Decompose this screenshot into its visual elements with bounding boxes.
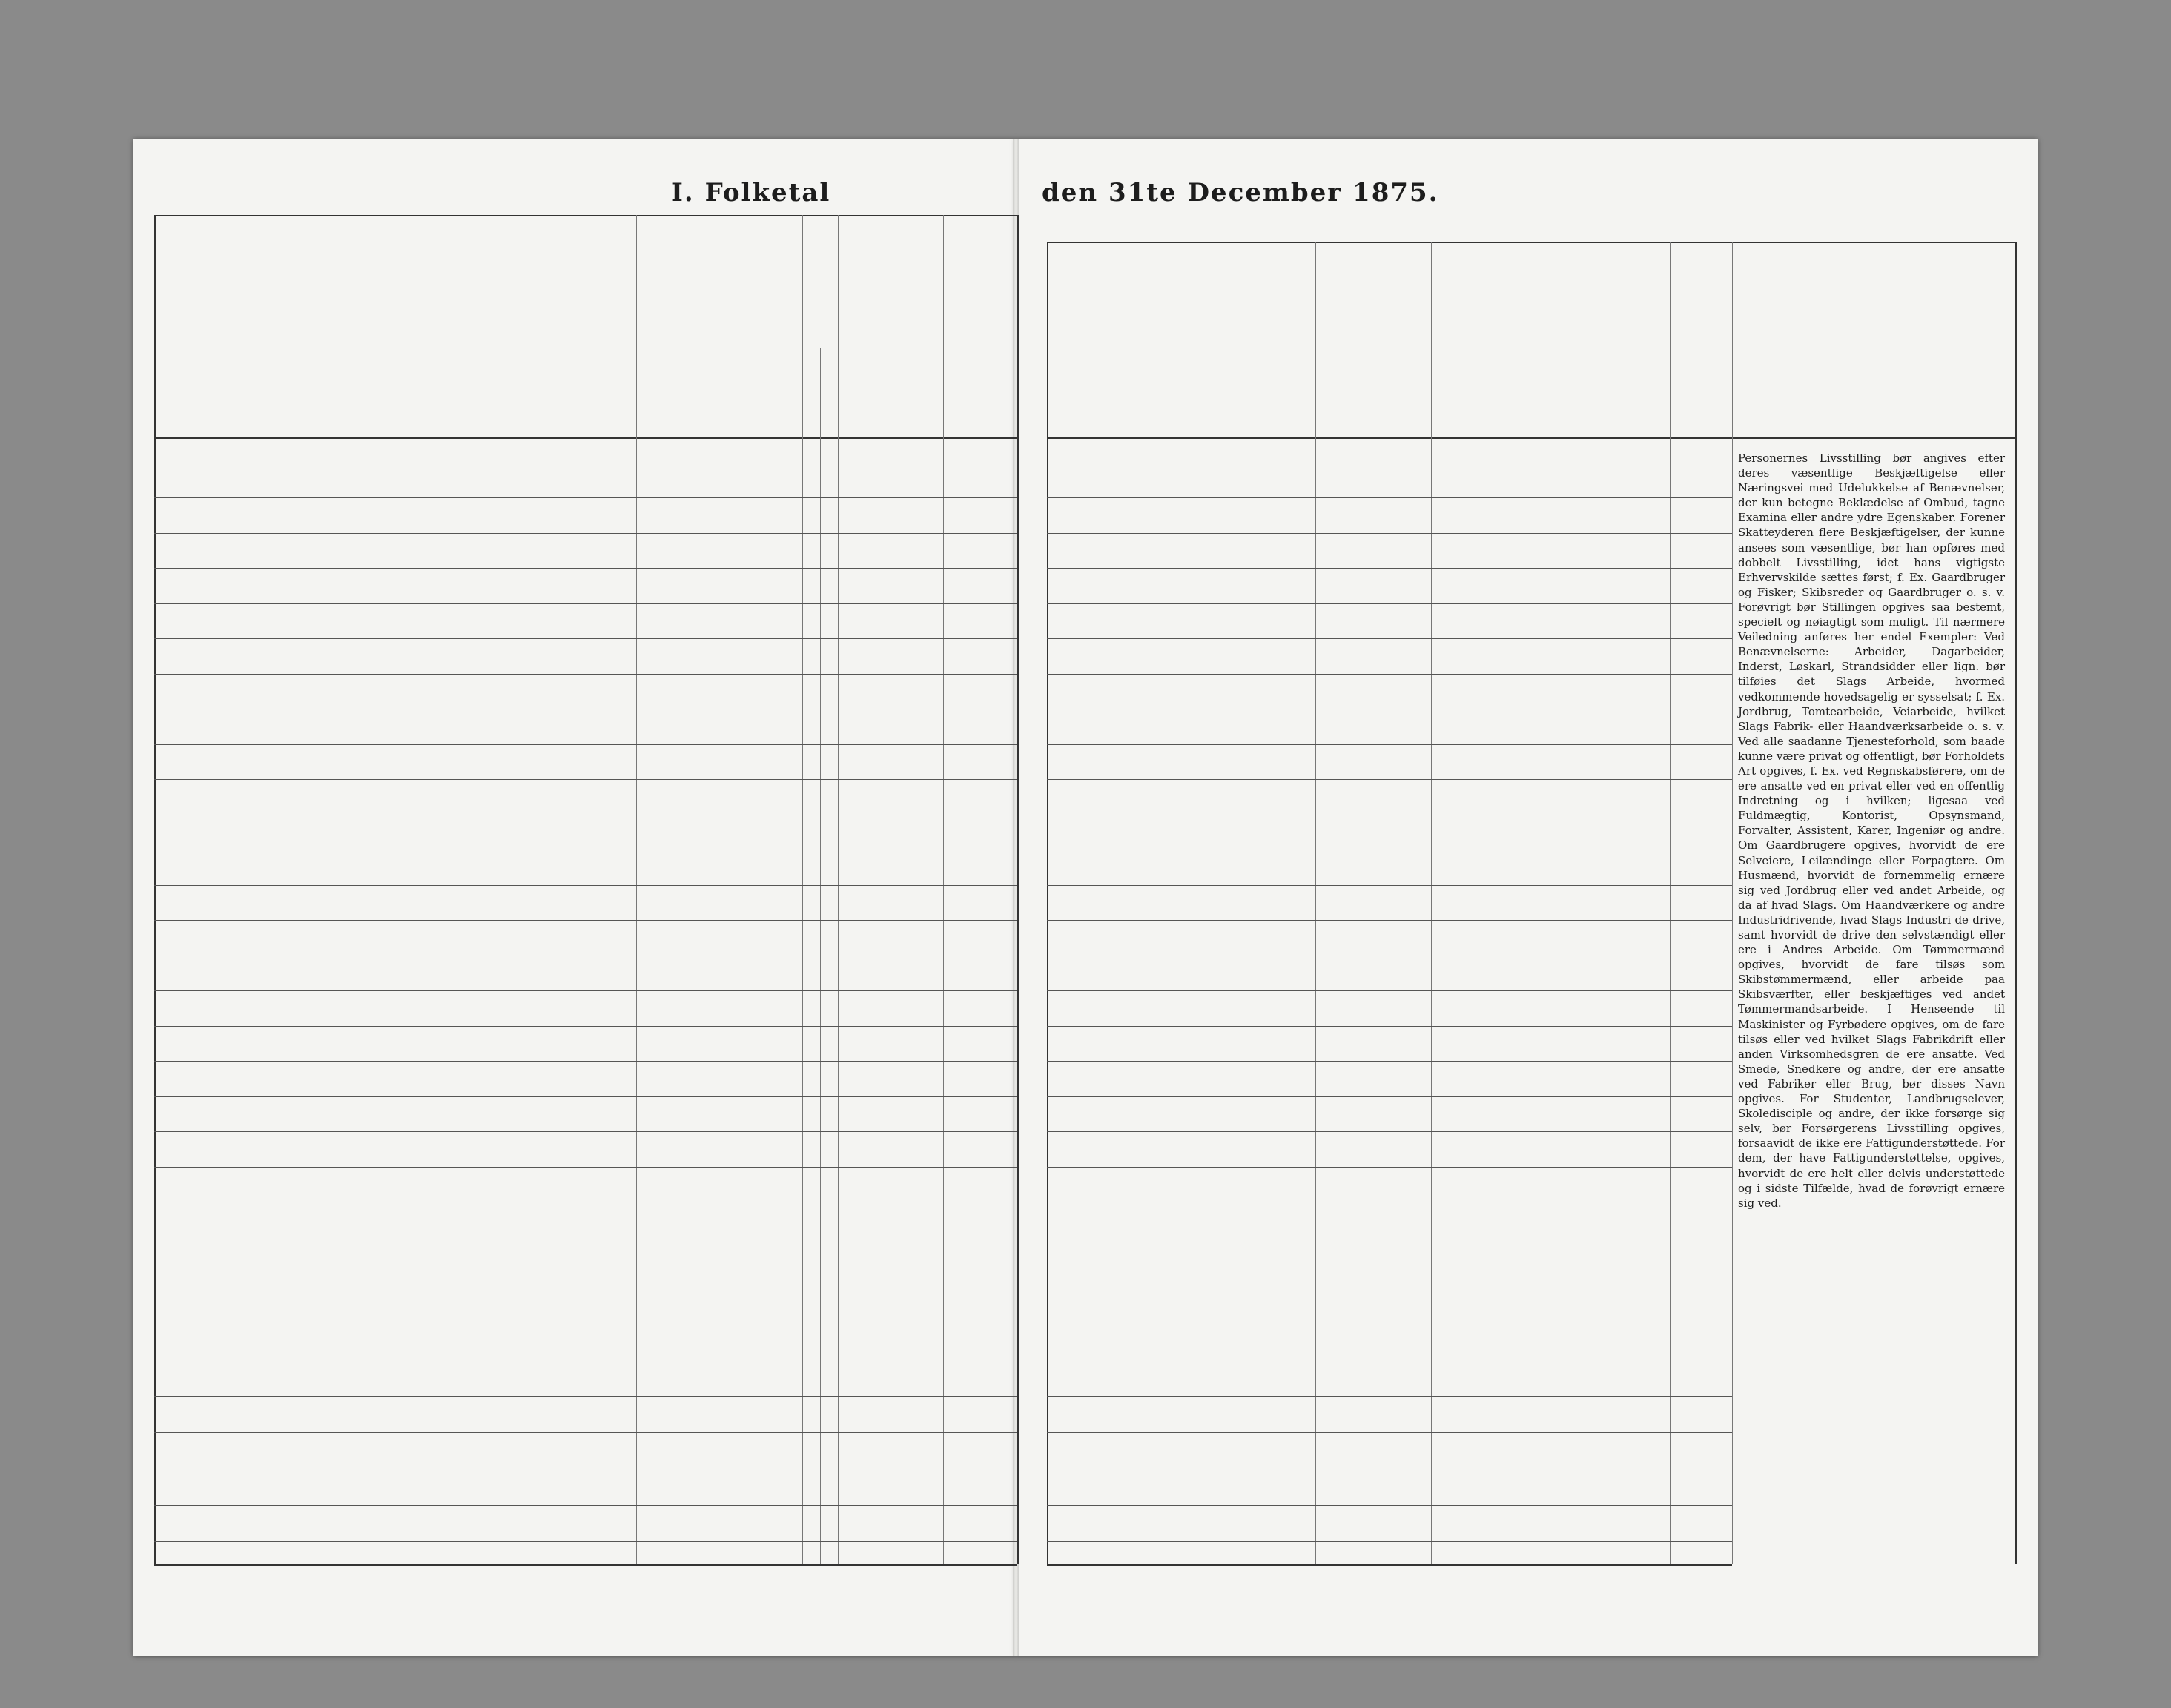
table-row-rule bbox=[1047, 638, 1732, 639]
header-bottom-rule bbox=[154, 437, 1017, 439]
table-row-rule bbox=[154, 1096, 1017, 1097]
table-bottom-rule-right bbox=[1047, 1564, 1732, 1566]
table-row-rule bbox=[1047, 1096, 1732, 1097]
absent-row-rule bbox=[154, 1505, 1017, 1506]
left-page bbox=[133, 139, 1016, 1656]
table-row-rule bbox=[1047, 1026, 1732, 1027]
column-divider bbox=[154, 215, 156, 1564]
column-divider bbox=[1047, 242, 1048, 1564]
absent-row-rule bbox=[1047, 1396, 1732, 1397]
column-divider bbox=[802, 215, 803, 1564]
table-row-rule bbox=[154, 603, 1017, 604]
column-divider bbox=[1315, 242, 1316, 1564]
table-row-rule bbox=[154, 1026, 1017, 1027]
absent-row-rule bbox=[154, 1396, 1017, 1397]
table-row-rule bbox=[154, 920, 1017, 921]
rules-text: Personernes Livsstilling bør angives efter deres væsentlige Beskjæftigelse eller Næringsvei med Udelukkelse af Benævnelser, der kun betegne Beklædelse af Ombud, tagne Examina eller andre ydre Egenskaber. Forener Skatteyderen flere Beskjæftigelser, der kunne ansees som væsentlige, bør han opføres med dobbelt Livsstilling, idet hans vigtigste Erhvervskilde sættes først; f. Ex. Gaardbruger og Fisker; Skibsreder og Gaardbruger o. s. v. Forøvrigt bør Stillingen opgives saa bestemt, specielt og nøiagtigt som muligt. Til nærmere Veiledning anføres her endel Exempler: Ved Benævnelserne: Arbeider, Dagarbeider, Inderst, Løskarl, Strandsidder eller lign. bør tilføies det Slags Arbeide, hvormed vedkommende hovedsagelig er sysselsat; f. Ex. Jordbrug, Tomtearbeide, Veiarbeide, hvilket Slags Fabrik- eller Haandværksarbeide o. s. v. Ved alle saadanne Tjenesteforhold, som baade kunne være privat og offentligt, bør Forholdets Art opgives, f. Ex. ved Regnskabsførere, om de ere ansatte ved en privat eller ved en offentlig Indretning og i hvilken; ligesaa ved Fuldmægtig, Kontorist, Opsynsmand, Forvalter, Assistent, Karer, Ingeniør og andre. Om Gaardbrugere opgives, hvorvidt de ere Selveiere, Leilændinge eller Forpagtere. Om Husmænd, hvorvidt de fornemmelig ernære sig ved Jordbrug eller ved andet Arbeide, og da af hvad Slags. Om Haandværkere og andre Industridrivende, hvad Slags Industri de drive, samt hvorvidt de drive den selvstændigt eller ere i Andres Arbeide. Om Tømmermænd opgives, hvorvidt de fare tilsøs som Skibstømmermænd, eller arbeide paa Skibsværfter, eller beskjæftiges ved andet Tømmermandsarbeide. I Henseende til Maskinister og Fyrbødere opgives, om de fare tilsøs eller ved hvilket Slags Fabrikdrift eller anden Virksomhedsgren de ere ansatte. Ved Smede, Snedkere og andre, der ere ansatte ved Fabriker eller Brug, bør disses Navn opgives. For Studenter, Landbrugselever, Skoledisciple og andre, der ikke forsørge sig selv, bør Forsørgerens Livsstilling opgives, forsaavidt de ikke ere Fattigunderstøttede. For dem, der have Fattigunderstøttelse, opgives, hvorvidt de ere helt eller delvis understøttede og i sidste Tilfælde, hvad de forøvrigt ernære sig ved. bbox=[1738, 451, 2005, 1210]
table-row-rule bbox=[154, 568, 1017, 569]
absent-row-rule bbox=[1047, 1505, 1732, 1506]
table-row-rule bbox=[1047, 497, 1732, 498]
table-row-rule bbox=[1047, 568, 1732, 569]
title-right: den 31te December 1875. bbox=[1042, 178, 1439, 208]
absent-row-rule bbox=[154, 1541, 1017, 1542]
column-divider bbox=[1017, 215, 1019, 1564]
table-row-rule bbox=[154, 1131, 1017, 1132]
table-row-rule bbox=[154, 1167, 1017, 1168]
table-row-rule bbox=[1047, 533, 1732, 534]
table-row-rule bbox=[154, 1061, 1017, 1062]
column-divider bbox=[838, 215, 839, 1564]
title-left: I. Folketal bbox=[671, 178, 831, 208]
table-bottom-rule bbox=[154, 1564, 1017, 1566]
table-row-rule bbox=[154, 638, 1017, 639]
column-divider bbox=[943, 215, 944, 1564]
table-row-rule bbox=[154, 674, 1017, 675]
header-top-rule-right bbox=[1047, 242, 2015, 243]
column-divider bbox=[2015, 242, 2017, 1564]
column-divider bbox=[636, 215, 637, 1564]
table-row-rule bbox=[154, 744, 1017, 745]
table-row-rule bbox=[1047, 885, 1732, 886]
table-row-rule bbox=[1047, 603, 1732, 604]
table-row-rule bbox=[1047, 1167, 1732, 1168]
table-row-rule bbox=[154, 990, 1017, 991]
table-row-rule bbox=[1047, 779, 1732, 780]
table-row-rule bbox=[1047, 1061, 1732, 1062]
column-divider bbox=[1670, 242, 1671, 1564]
table-row-rule bbox=[154, 497, 1017, 498]
absent-row-rule bbox=[1047, 1541, 1732, 1542]
table-row-rule bbox=[154, 533, 1017, 534]
kjon-sub-divider bbox=[820, 348, 821, 1564]
table-row-rule bbox=[1047, 674, 1732, 675]
header-bottom-rule-right bbox=[1047, 437, 2015, 439]
absent-row-rule bbox=[1047, 1432, 1732, 1433]
column-divider bbox=[1431, 242, 1432, 1564]
table-row-rule bbox=[1047, 1131, 1732, 1132]
table-row-rule bbox=[1047, 744, 1732, 745]
column-divider bbox=[1732, 242, 1733, 1564]
header-top-rule bbox=[154, 215, 1017, 216]
table-row-rule bbox=[1047, 920, 1732, 921]
table-row-rule bbox=[154, 779, 1017, 780]
table-row-rule bbox=[1047, 990, 1732, 991]
table-row-rule bbox=[154, 885, 1017, 886]
absent-row-rule bbox=[154, 1432, 1017, 1433]
